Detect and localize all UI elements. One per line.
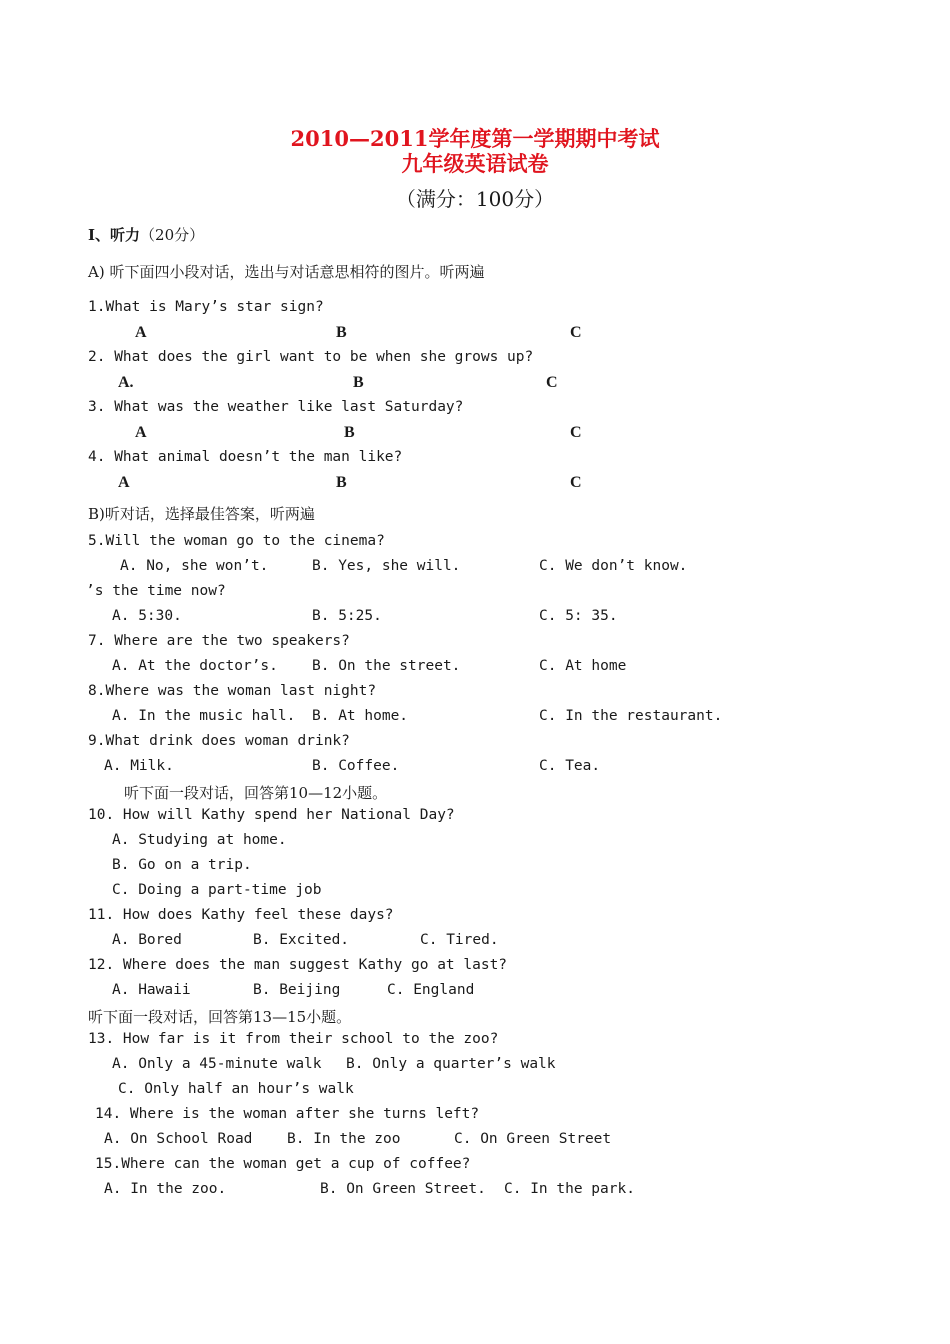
question-2: 2. What does the girl want to be when she grows up? xyxy=(88,349,534,365)
full-score: （满分：100分） xyxy=(395,187,555,211)
question-8: 8.Where was the woman last night? xyxy=(88,683,377,699)
q1-option-a: A xyxy=(135,324,147,341)
question-6: ’s the time now? xyxy=(86,583,226,599)
q13-option-b: B. Only a quarter’s walk xyxy=(346,1056,556,1072)
q14-option-b: B. In the zoo xyxy=(287,1131,401,1147)
question-12: 12. Where does the man suggest Kathy go at last? xyxy=(88,957,508,973)
section-listening xyxy=(88,224,204,245)
q4-option-a: A xyxy=(118,474,130,491)
q15-option-c: C. In the park. xyxy=(504,1181,635,1197)
question-9: 9.What drink does woman drink? xyxy=(88,733,350,749)
q9-option-c: C. Tea. xyxy=(539,758,601,774)
q8-option-c: C. In the restaurant. xyxy=(539,708,723,724)
q15-option-a: A. In the zoo. xyxy=(104,1181,227,1197)
q3-option-b: B xyxy=(344,424,355,441)
q5-option-b: B. Yes, she will. xyxy=(312,558,461,574)
q2-option-c: C xyxy=(546,374,558,391)
q8-option-b: B. At home. xyxy=(312,708,409,724)
exam-title: 2010—2011学年度第一学期期中考试 xyxy=(290,126,660,151)
question-4: 4. What animal doesn’t the man like? xyxy=(88,449,403,465)
section-listening-title: Ⅰ、听力 xyxy=(88,226,141,244)
question-14: 14. Where is the woman after she turns left? xyxy=(95,1106,480,1122)
q6-option-c: C. 5: 35. xyxy=(539,608,618,624)
q13-option-a: A. Only a 45-minute walk xyxy=(112,1056,322,1072)
q4-option-b: B xyxy=(336,474,347,491)
q3-option-a: A xyxy=(135,424,147,441)
q14-option-c: C. On Green Street xyxy=(454,1131,612,1147)
q4-option-c: C xyxy=(570,474,582,491)
section-listening-points: （20分） xyxy=(140,226,205,244)
q12-option-c: C. England xyxy=(387,982,475,998)
q11-option-a: A. Bored xyxy=(112,932,182,948)
q11-option-c: C. Tired. xyxy=(420,932,499,948)
question-13: 13. How far is it from their school to the zoo? xyxy=(88,1031,499,1047)
q5-option-a: A. No, she won’t. xyxy=(120,558,269,574)
q10-option-c: C. Doing a part-time job xyxy=(112,882,322,898)
q7-option-b: B. On the street. xyxy=(312,658,461,674)
question-11: 11. How does Kathy feel these days? xyxy=(88,907,394,923)
q7-option-a: A. At the doctor’s. xyxy=(112,658,278,674)
q9-option-a: A. Milk. xyxy=(104,758,174,774)
q12-option-b: B. Beijing xyxy=(253,982,341,998)
q10-option-a: A. Studying at home. xyxy=(112,832,287,848)
q7-option-c: C. At home xyxy=(539,658,627,674)
question-10: 10. How will Kathy spend her National Day? xyxy=(88,807,455,823)
part-b-instruction: B)听对话，选择最佳答案，听两遍 xyxy=(88,505,315,523)
q1-option-b: B xyxy=(336,324,347,341)
q1-option-c: C xyxy=(570,324,582,341)
question-15: 15.Where can the woman get a cup of coffee? xyxy=(95,1156,471,1172)
q15-option-b: B. On Green Street. xyxy=(320,1181,486,1197)
q10-option-b: B. Go on a trip. xyxy=(112,857,252,873)
exam-subtitle: 九年级英语试卷 xyxy=(401,151,549,176)
q14-option-a: A. On School Road xyxy=(104,1131,253,1147)
question-7: 7. Where are the two speakers? xyxy=(88,633,350,649)
q12-option-a: A. Hawaii xyxy=(112,982,191,998)
question-5: 5.Will the woman go to the cinema? xyxy=(88,533,385,549)
q11-option-b: B. Excited. xyxy=(253,932,350,948)
question-3: 3. What was the weather like last Saturday? xyxy=(88,399,464,415)
q9-option-b: B. Coffee. xyxy=(312,758,400,774)
part-a-instruction: A) 听下面四小段对话，选出与对话意思相符的图片。听两遍 xyxy=(88,263,485,281)
q2-option-a: A. xyxy=(118,374,134,391)
q8-option-a: A. In the music hall. xyxy=(112,708,296,724)
dialogue-1-intro: 听下面一段对话，回答第10—12小题。 xyxy=(124,784,388,802)
question-1: 1.What is Mary’s star sign? xyxy=(88,299,324,315)
q6-option-b: B. 5:25. xyxy=(312,608,382,624)
dialogue-2-intro: 听下面一段对话，回答第13—15小题。 xyxy=(88,1008,352,1026)
q5-option-c: C. We don’t know. xyxy=(539,558,688,574)
q13-option-c: C. Only half an hour’s walk xyxy=(118,1081,354,1097)
q2-option-b: B xyxy=(353,374,364,391)
q6-option-a: A. 5:30. xyxy=(112,608,182,624)
q3-option-c: C xyxy=(570,424,582,441)
